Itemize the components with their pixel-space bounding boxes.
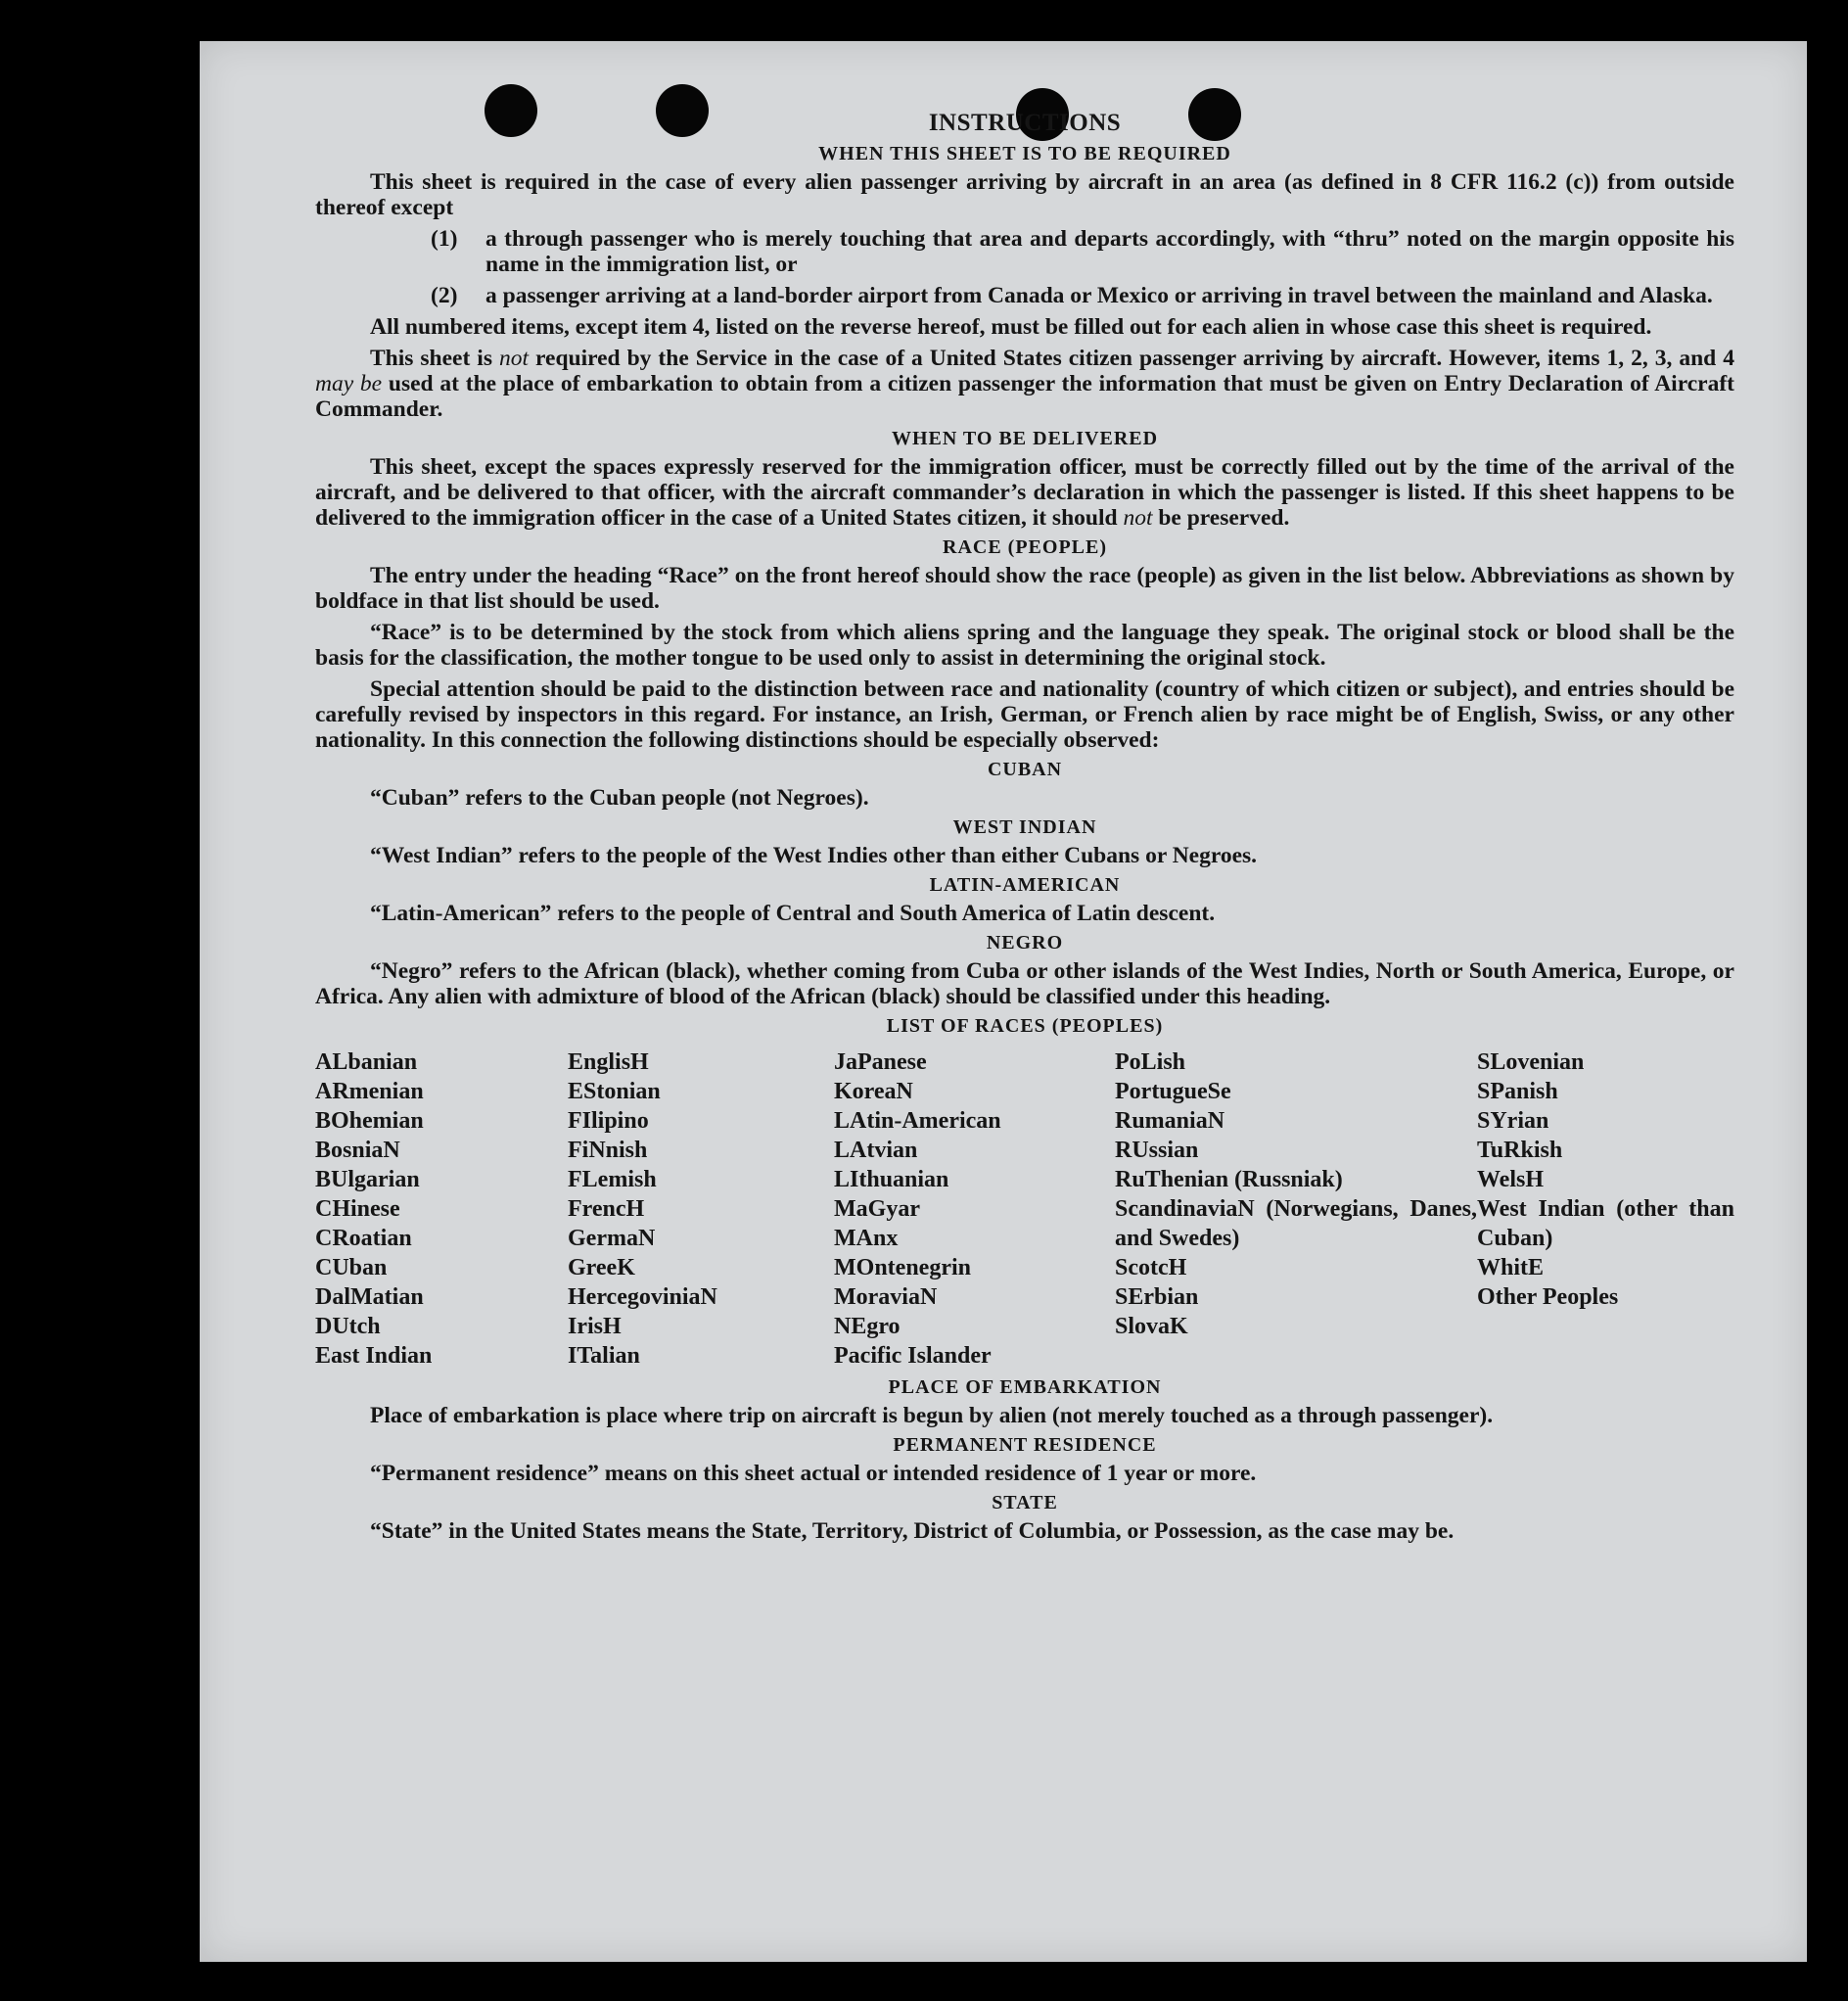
race-entry: Other Peoples (1477, 1284, 1619, 1310)
heading-latin-american: LATIN-AMERICAN (929, 874, 1121, 896)
exception-item-1 (431, 226, 1734, 277)
race-paragraph-2: “Race” is to be determined by the stock from which aliens spring and the language they speak. The original stock or blood shall be the basis for the classification, the mother tongue to be used only to assist in determining the original stock. (315, 620, 1734, 671)
west-indian-paragraph: “West Indian” refers to the people of the West Indies other than either Cubans or Negroes. (370, 843, 1258, 868)
emphasis-not: not (1123, 505, 1153, 531)
item-number: (1) (431, 226, 458, 252)
page-title: INSTRUCTIONS (928, 110, 1122, 136)
race-entry: West Indian (other than Cuban) (1477, 1196, 1734, 1251)
race-entry: GermaN (568, 1226, 656, 1251)
race-entry: ALbanian (315, 1049, 418, 1075)
race-entry: WhitE (1477, 1255, 1545, 1280)
negro-paragraph: “Negro” refers to the African (black), whether coming from Cuba or other islands of the West Indies, North or South America, Europe, or Africa. Any alien with admixture of blood of the African (black) should be classified under this heading. (315, 958, 1734, 1009)
delivered-paragraph (315, 454, 1734, 531)
numbered-items-paragraph: All numbered items, except item 4, listed on the reverse hereof, must be filled out for each alien in whose case this sheet is required. (370, 314, 1652, 340)
latin-american-paragraph: “Latin-American” refers to the people of Central and South America of Latin descent. (370, 901, 1216, 926)
exception-item-2 (431, 283, 1734, 308)
race-entry: RUssian (1115, 1138, 1199, 1163)
race-entry: CRoatian (315, 1226, 412, 1251)
race-entry: EStonian (568, 1079, 661, 1104)
race-entry: MaGyar (834, 1196, 920, 1222)
race-paragraph-3: Special attention should be paid to the distinction between race and nationality (country of which citizen or subject), and entries should be carefully revised by inspectors in this regard. For instance, an Irish, German, or French alien by race might be of English, Swiss, or any other nationality. In this connection the following distinctions should be especially observed: (315, 676, 1734, 753)
race-entry: DalMatian (315, 1284, 424, 1310)
heading-state: STATE (992, 1492, 1058, 1513)
race-entry: TuRkish (1477, 1138, 1563, 1163)
race-entry: LIthuanian (834, 1167, 949, 1192)
race-entry: FIlipino (568, 1108, 649, 1134)
heading-permanent-residence: PERMANENT RESIDENCE (893, 1434, 1157, 1456)
race-entry: ScotcH (1115, 1255, 1187, 1280)
race-entry: LAtin-American (834, 1108, 1001, 1134)
heading-place-of-embarkation: PLACE OF EMBARKATION (888, 1376, 1162, 1398)
race-entry: EnglisH (568, 1049, 649, 1075)
text-span: This sheet is (370, 346, 499, 371)
race-entry: SErbian (1115, 1284, 1199, 1310)
race-entry: GreeK (568, 1255, 635, 1280)
race-entry: BOhemian (315, 1108, 424, 1134)
race-entry: IrisH (568, 1314, 622, 1339)
race-entry: ARmenian (315, 1079, 424, 1104)
races-column-5 (1477, 1047, 1734, 1371)
race-entry: FiNnish (568, 1138, 648, 1163)
text-span: used at the place of embarkation to obtain from a citizen passenger the information that must be given on Entry Declaration of Aircraft Commander. (315, 371, 1734, 422)
heading-race: RACE (PEOPLE) (943, 536, 1107, 558)
races-list (315, 1047, 1734, 1371)
race-entry: ITalian (568, 1343, 640, 1369)
heading-cuban: CUBAN (987, 759, 1063, 780)
race-entry: SYrian (1477, 1108, 1549, 1134)
race-entry: ScandinaviaN (Norwegians, Danes, and Swedes) (1115, 1196, 1477, 1251)
race-entry: CUban (315, 1255, 388, 1280)
emphasis-not: not (498, 346, 530, 371)
heading-when-delivered: WHEN TO BE DELIVERED (891, 428, 1159, 449)
race-entry: BosniaN (315, 1138, 400, 1163)
cuban-paragraph: “Cuban” refers to the Cuban people (not Negroes). (370, 785, 869, 811)
race-entry: Pacific Islander (834, 1343, 992, 1369)
heading-when-required: WHEN THIS SHEET IS TO BE REQUIRED (818, 143, 1231, 164)
race-paragraph-1: The entry under the heading “Race” on the front hereof should show the race (people) as given in the list below. Abbreviations as shown by boldface in that list should be used. (315, 563, 1734, 614)
race-entry: DUtch (315, 1314, 381, 1339)
races-column-3 (834, 1047, 1115, 1371)
item-number: (2) (431, 283, 458, 308)
residence-paragraph: “Permanent residence” means on this sheet actual or intended residence of 1 year or more. (370, 1461, 1257, 1486)
embarkation-paragraph: Place of embarkation is place where trip on aircraft is begun by alien (not merely touched as a through passenger). (370, 1403, 1494, 1428)
race-entry: FLemish (568, 1167, 657, 1192)
race-entry: PortugueSe (1115, 1079, 1231, 1104)
race-entry: RuThenian (Russniak) (1115, 1167, 1343, 1192)
race-entry: HercegoviniaN (568, 1284, 717, 1310)
race-entry: SPanish (1477, 1079, 1558, 1104)
race-entry: KoreaN (834, 1079, 913, 1104)
race-entry: SlovaK (1115, 1314, 1188, 1339)
race-entry: East Indian (315, 1343, 433, 1369)
race-entry: MOntenegrin (834, 1255, 971, 1280)
race-entry: RumaniaN (1115, 1108, 1225, 1134)
race-entry: BUlgarian (315, 1167, 420, 1192)
citizen-paragraph (315, 346, 1734, 422)
race-entry: FrencH (568, 1196, 645, 1222)
document-sheet (200, 41, 1807, 1962)
text-span: This sheet, except the spaces expressly reserved for the immigration officer, must be correctly filled out by the time of the arrival of the aircraft, and be delivered to that officer, with the aircraft commander’s declaration in which the passenger is listed. If this sheet happens to be delivered to the immigration officer in the case of a United States citizen, it should (315, 454, 1734, 531)
text-span: be preserved. (1152, 505, 1290, 531)
races-column-4 (1115, 1047, 1477, 1371)
races-column-2 (568, 1047, 834, 1371)
heading-negro: NEGRO (986, 932, 1064, 954)
race-entry: WelsH (1477, 1167, 1545, 1192)
races-column-1 (315, 1047, 568, 1371)
emphasis-may-be: may be (315, 371, 383, 396)
required-intro: This sheet is required in the case of every alien passenger arriving by aircraft in an area (as defined in 8 CFR 116.2 (c)) from outside thereof except (315, 169, 1734, 220)
item-text: a passenger arriving at a land-border airport from Canada or Mexico or arriving in travel between the mainland and Alaska. (485, 283, 1713, 308)
item-text: a through passenger who is merely touching that area and departs accordingly, with “thru” noted on the margin opposite his name in the immigration list, or (485, 226, 1734, 277)
instructions-content (315, 110, 1734, 1550)
state-paragraph: “State” in the United States means the State, Territory, District of Columbia, or Possession, as the case may be. (370, 1518, 1455, 1544)
heading-west-indian: WEST INDIAN (952, 816, 1097, 838)
race-entry: PoLish (1115, 1049, 1186, 1075)
race-entry: NEgro (834, 1314, 901, 1339)
race-entry: JaPanese (834, 1049, 927, 1075)
race-entry: CHinese (315, 1196, 400, 1222)
race-entry: LAtvian (834, 1138, 918, 1163)
race-entry: MoraviaN (834, 1284, 938, 1310)
heading-list-of-races: LIST OF RACES (PEOPLES) (886, 1015, 1164, 1037)
text-span: required by the Service in the case of a United States citizen passenger arriving by aircraft. However, items 1, 2, 3, and 4 (529, 346, 1734, 371)
race-entry: MAnx (834, 1226, 899, 1251)
race-entry: SLovenian (1477, 1049, 1585, 1075)
